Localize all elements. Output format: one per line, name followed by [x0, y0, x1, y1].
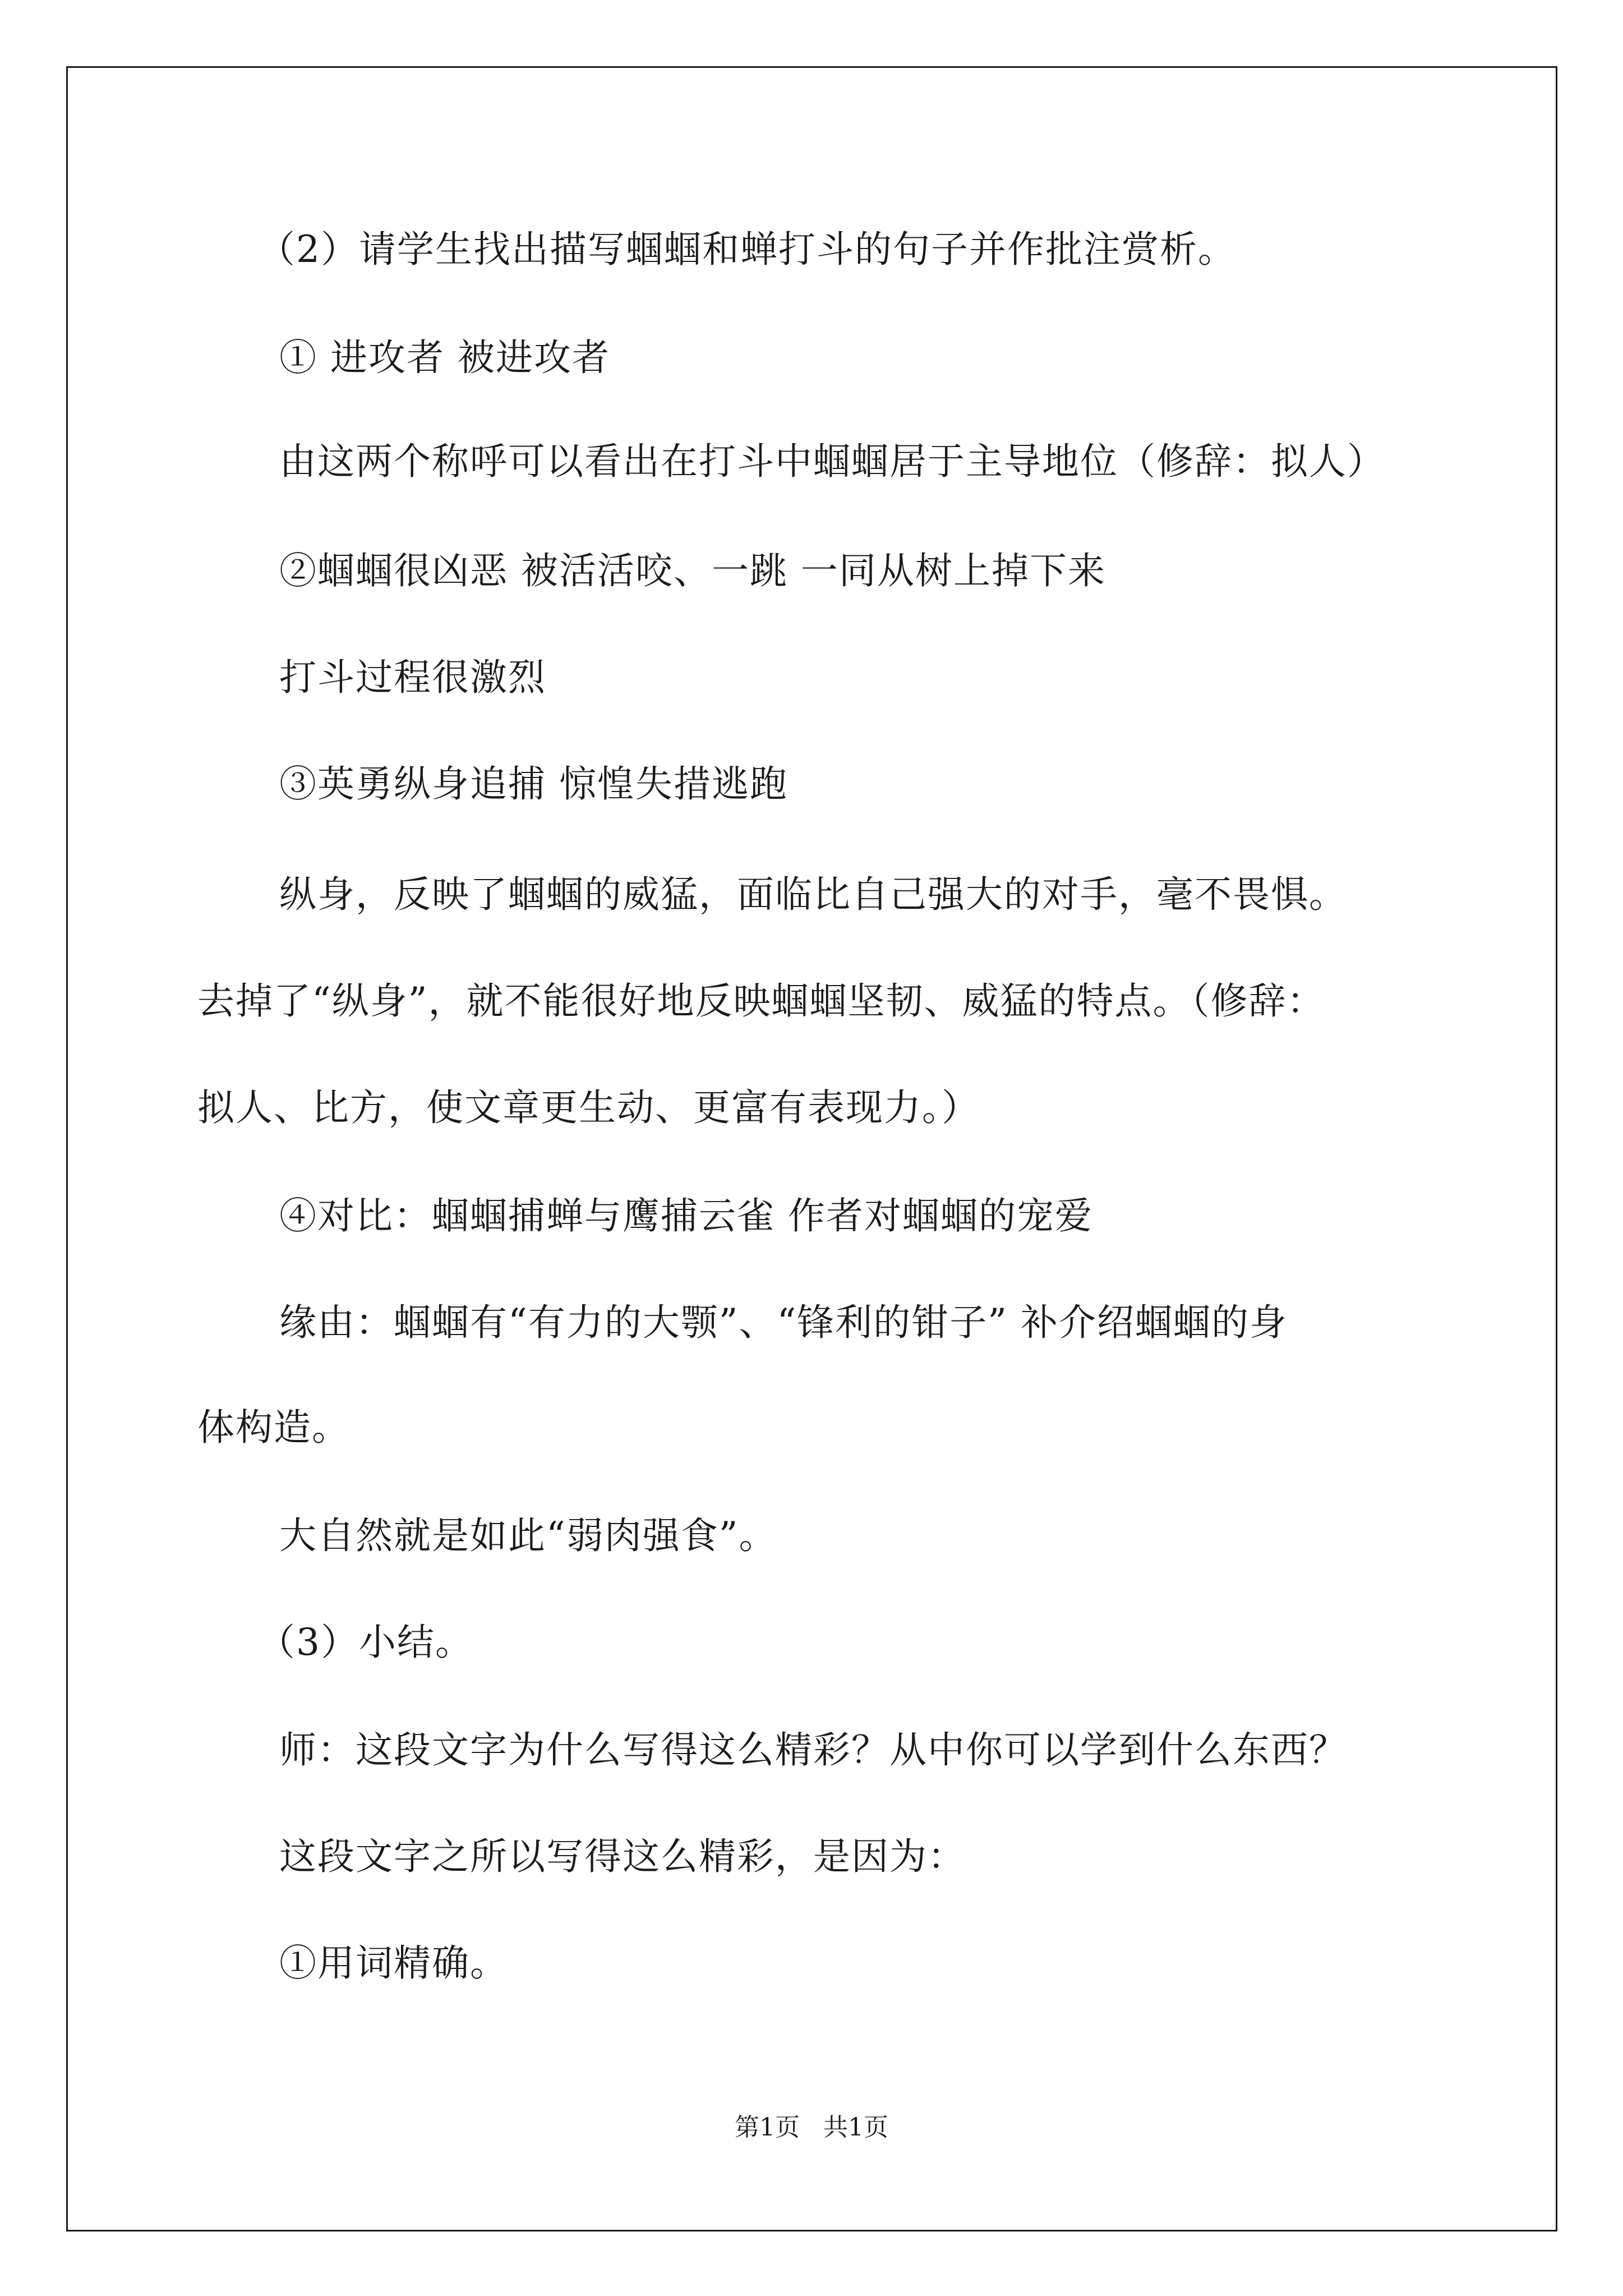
text-line: 体构造。 — [197, 1406, 350, 1449]
text-line: （2）请学生找出描写蝈蝈和蝉打斗的句子并作批注赏析。 — [258, 228, 1236, 271]
page-border — [66, 66, 1557, 2231]
text-line: （3）小结。 — [258, 1621, 473, 1664]
text-line: 缘由：蝈蝈有“有力的大颚”、“锋利的钳子” 补介绍蝈蝈的身 — [279, 1301, 1288, 1344]
text-line: ③英勇纵身追捕 惊惶失措逃跑 — [279, 762, 788, 806]
text-line: 由这两个称呼可以看出在打斗中蝈蝈居于主导地位（修辞：拟人） — [279, 440, 1385, 483]
text-line: 大自然就是如此“弱肉强食”。 — [279, 1514, 777, 1557]
text-line: 拟人、比方，使文章更生动、更富有表现力。） — [197, 1086, 980, 1129]
text-line: 打斗过程很激烈 — [279, 656, 546, 699]
text-line: ① 进攻者 被进攻者 — [279, 336, 610, 379]
page-number-footer: 第1页 共1页 — [735, 2113, 888, 2142]
text-line: 去掉了“纵身”，就不能很好地反映蝈蝈坚韧、威猛的特点。（修辞： — [197, 979, 1325, 1023]
text-line: ②蝈蝈很凶恶 被活活咬、一跳 一同从树上掉下来 — [279, 549, 1106, 592]
text-line: ①用词精确。 — [279, 1941, 508, 1985]
text-line: 纵身，反映了蝈蝈的威猛，面临比自己强大的对手，毫不畏惧。 — [279, 873, 1347, 916]
text-line: ④对比：蝈蝈捕蝉与鹰捕云雀 作者对蝈蝈的宠爱 — [279, 1194, 1093, 1237]
text-line: 这段文字之所以写得这么精彩，是因为： — [279, 1835, 966, 1878]
text-line: 师：这段文字为什么写得这么精彩？从中你可以学到什么东西？ — [279, 1728, 1347, 1772]
